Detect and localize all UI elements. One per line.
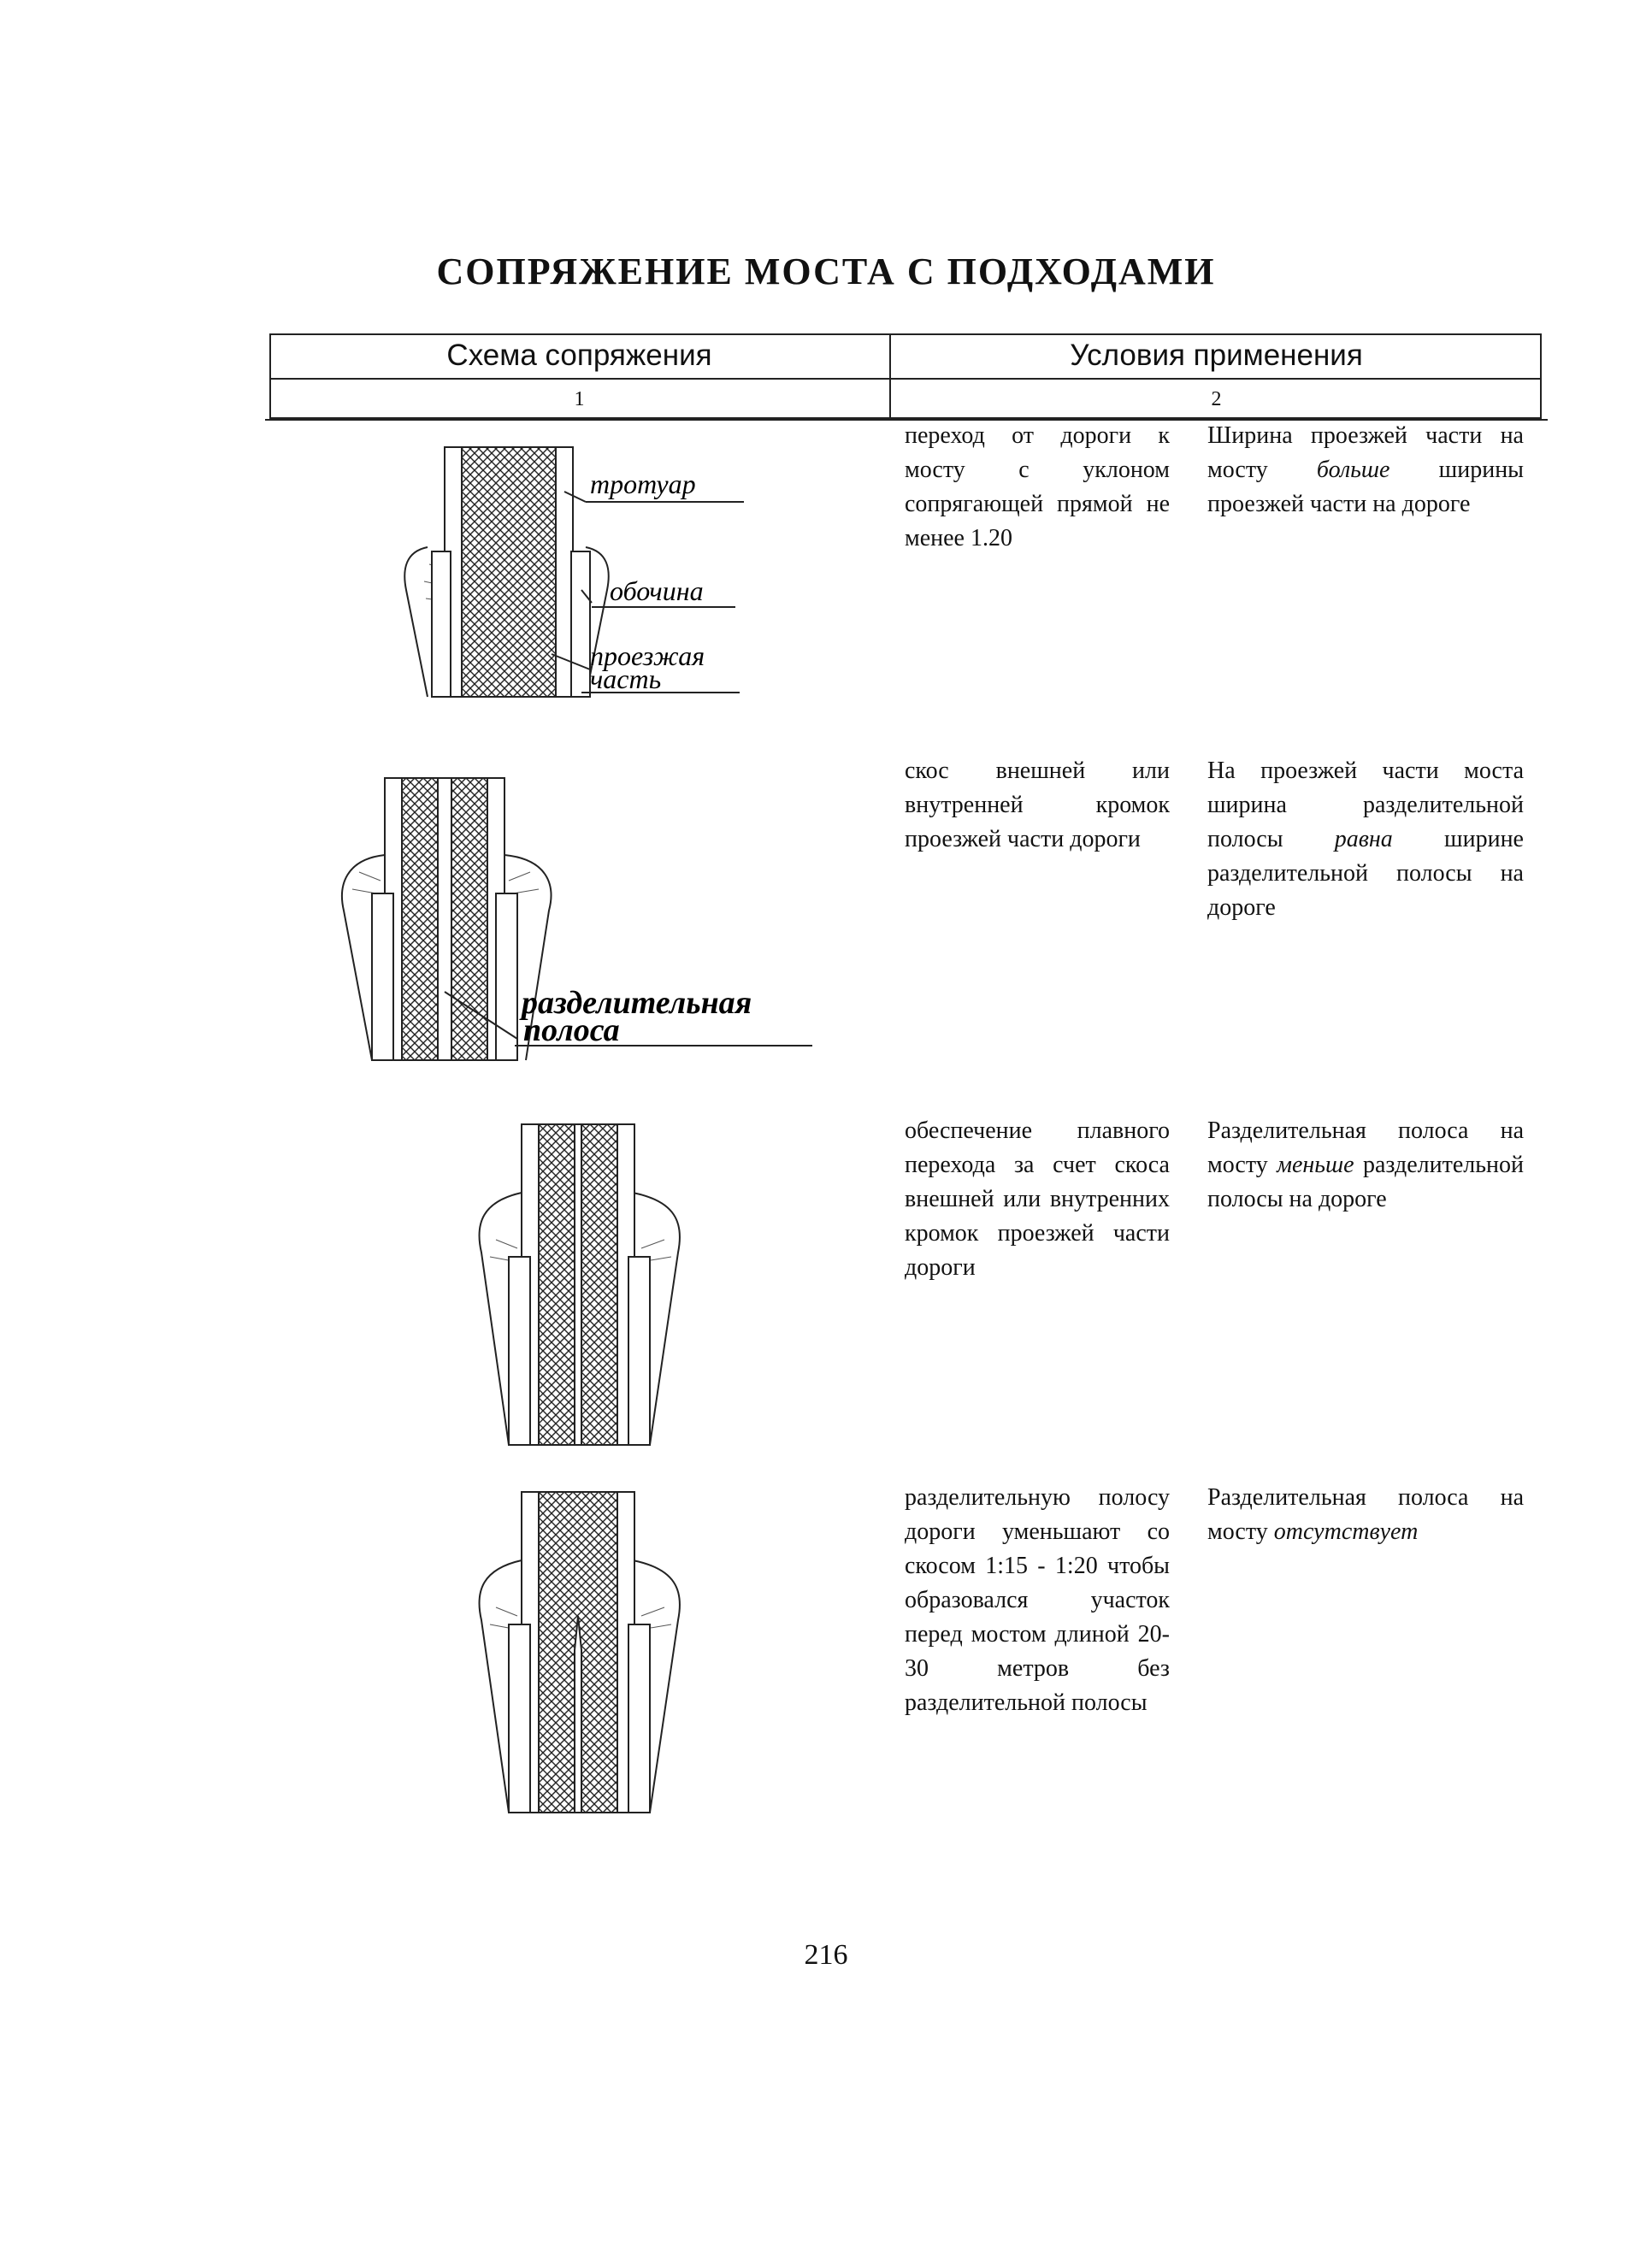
- roadway: [462, 447, 556, 697]
- left-slope-ticks: [352, 872, 381, 893]
- row2-condition-emphasis: равна: [1334, 826, 1393, 852]
- row4-condition-pre: Разделительная полоса на мосту: [1207, 1484, 1524, 1545]
- left-shoulder: [432, 551, 451, 697]
- column-header-scheme: Схема сопряжения: [446, 339, 712, 372]
- median-strip: [438, 778, 451, 1060]
- left-shoulder: [509, 1624, 530, 1813]
- tapered-median-strip: [575, 1616, 581, 1813]
- right-shoulder: [628, 1624, 650, 1813]
- page-number: 216: [804, 1939, 848, 1971]
- left-shoulder-outline: [404, 547, 428, 697]
- right-slope-ticks: [509, 872, 539, 893]
- column-header-conditions: Условия применения: [1070, 339, 1363, 372]
- row1-condition-emphasis: больше: [1316, 457, 1390, 483]
- column-number-1: 1: [574, 387, 585, 410]
- label-median-2: полоса: [523, 1012, 620, 1048]
- row3-condition-emphasis: меньше: [1277, 1152, 1354, 1178]
- row3-condition-text: [1207, 1114, 1524, 1217]
- row1-condition-post: ширины проезжей части на дороге: [1207, 457, 1524, 517]
- row3-condition-post: разделительной полосы на дороге: [1207, 1152, 1524, 1212]
- diagram-median-absent: [466, 1488, 740, 1821]
- left-carriageway: [402, 778, 438, 1060]
- row4-method-text: разделительную полосу дороги уменьшают со скосом 1:15 - 1:20 чтобы образовался участок перед мостом длиной 20-30 метров без разделительной полосы: [905, 1484, 1170, 1716]
- row2-condition-pre: На проезжей части моста ширина разделительной полосы: [1207, 758, 1524, 852]
- row1-condition-pre: Ширина проезжей части на мосту: [1207, 422, 1524, 483]
- row4-condition-text: [1207, 1481, 1524, 1549]
- right-carriageway: [451, 778, 487, 1060]
- label-shoulder: обочина: [610, 575, 704, 606]
- median-strip: [575, 1124, 581, 1445]
- row3-method-text: обеспечение плавного перехода за счет скоса внешней или внутренних кромок проезжей части дороги: [905, 1117, 1170, 1281]
- row4-condition-emphasis: отсутствует: [1273, 1518, 1419, 1545]
- label-median-1: разделительная: [522, 985, 752, 1021]
- page-title: СОПРЯЖЕНИЕ МОСТА С ПОДХОДАМИ: [436, 251, 1216, 292]
- column-number-2: 2: [1211, 387, 1222, 410]
- row3-condition-pre: Разделительная полоса на мосту: [1207, 1117, 1524, 1178]
- right-shoulder: [496, 893, 517, 1060]
- right-shoulder: [628, 1257, 650, 1445]
- left-shoulder: [509, 1257, 530, 1445]
- row2-method-text: скос внешней или внутренней кромок проезжей части дороги: [905, 758, 1170, 852]
- label-sidewalk: тротуар: [590, 469, 696, 499]
- label-roadway-2: часть: [590, 663, 662, 694]
- table-header: [269, 333, 1542, 419]
- right-shoulder: [571, 551, 590, 697]
- diagram-median-smaller: [466, 1120, 740, 1453]
- left-carriageway: [539, 1124, 575, 1445]
- row2-condition-post: ширине разделительной полосы на дороге: [1207, 826, 1524, 921]
- diagram-median-equal: [333, 774, 821, 1064]
- row1-method-text: переход от дороги к мосту с уклоном сопрягающей прямой не менее 1.20: [905, 422, 1170, 551]
- diagram-sidewalk-shoulder: [393, 440, 752, 701]
- row2-condition-text: [1207, 754, 1524, 925]
- left-shoulder: [372, 893, 393, 1060]
- row1-condition-text: [1207, 419, 1524, 522]
- right-carriageway: [581, 1124, 617, 1445]
- label-roadway-1: проезжая: [590, 640, 705, 671]
